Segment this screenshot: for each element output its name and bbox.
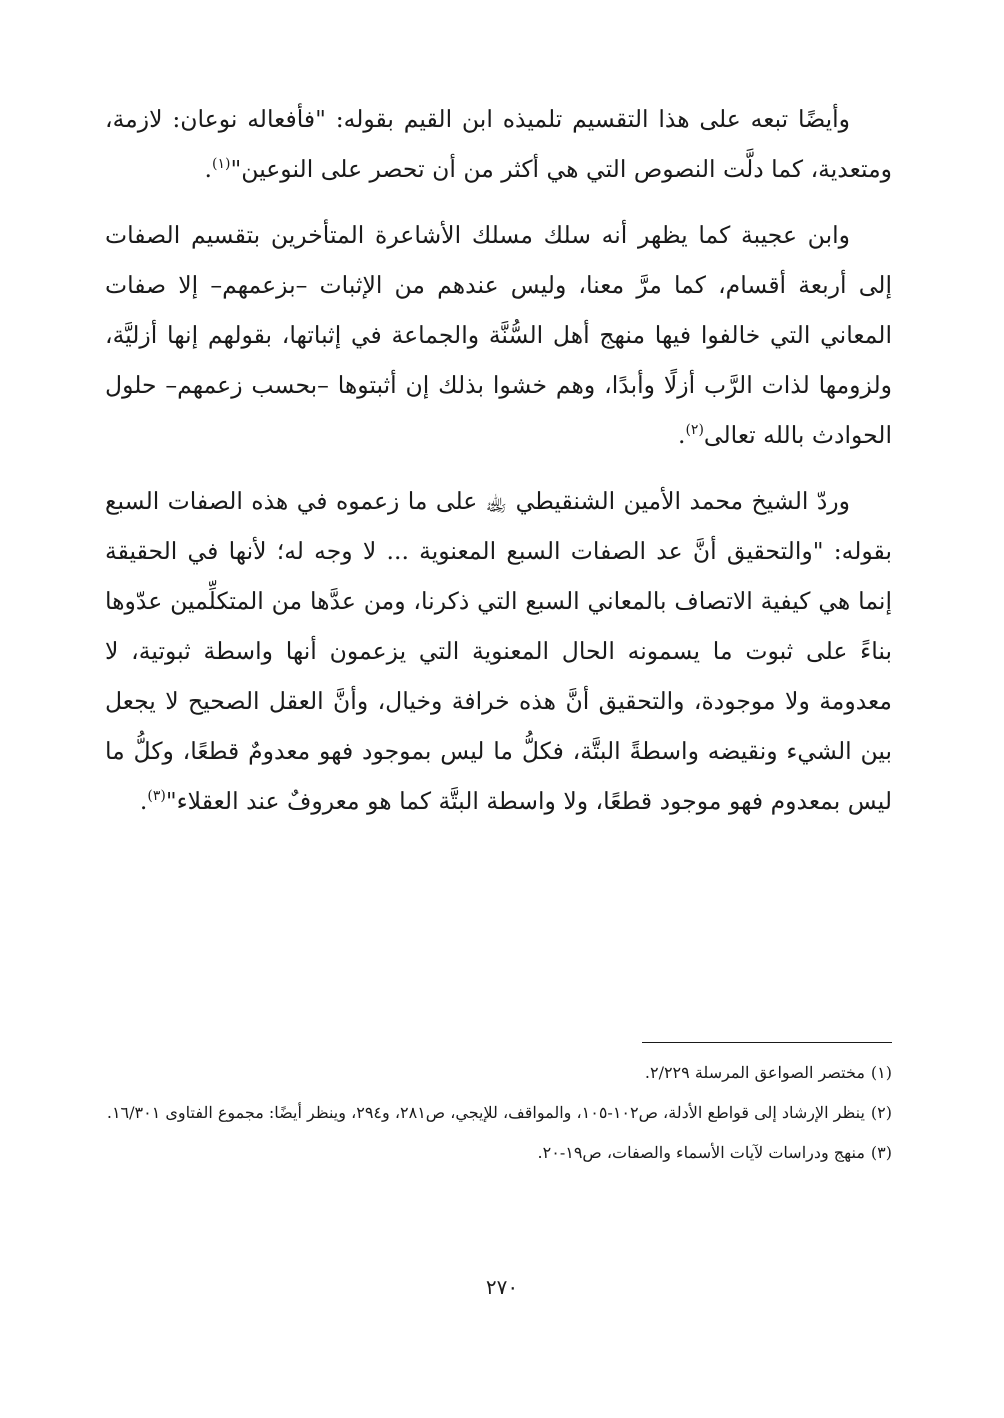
footnote-text: منهج ودراسات لآيات الأسماء والصفات، ص١٩-٢٠. — [537, 1143, 865, 1162]
footnote-number: (١) — [870, 1063, 892, 1082]
footnote-number: (٣) — [870, 1143, 892, 1162]
footnote-reference-1: (١) — [212, 156, 231, 173]
footnote-text: ينظر الإرشاد إلى قواطع الأدلة، ص١٠٢-١٠٥، والمواقف، للإيجي، ص٢٨١، و٢٩٤، وينظر أيضًا: مجموع الفتاوى ١٦/٣٠١. — [106, 1103, 865, 1122]
paragraph-end-punctuation: . — [677, 421, 686, 449]
paragraph-end-punctuation: . — [204, 155, 213, 183]
footnote-separator — [642, 1042, 892, 1043]
paragraph-text: وابن عجيبة كما يظهر أنه سلك مسلك الأشاعرة المتأخرين بتقسيم الصفات إلى أربعة أقسام، كما مرَّ معنا، وليس عندهم من الإثبات –بزعمهم– إلا صفات المعاني التي خالفوا فيها منهج أهل السُّنَّة والجماعة في إثباتها، بقولهم إنها أزليَّة، ولزومها لذات الرَّب أزلًا وأبدًا، وهم خشوا بذلك إن أثبتوها –بحسب زعمهم– حلول الحوادث بالله تعالى — [105, 221, 892, 449]
paragraph-text: وأيضًا تبعه على هذا التقسيم تلميذه ابن القيم بقوله: "فأفعاله نوعان: لازمة، ومتعدية، كما دلَّت النصوص التي هي أكثر من أن تحصر على النوعين" — [105, 105, 892, 183]
paragraph-3 — [105, 476, 892, 826]
paragraph-1 — [105, 94, 892, 194]
footnote-text: مختصر الصواعق المرسلة ٢/٢٢٩. — [644, 1063, 865, 1082]
footnote-reference-3: (٣) — [147, 788, 166, 805]
paragraph-end-punctuation: . — [139, 787, 148, 815]
paragraph-2 — [105, 210, 892, 460]
paragraph-text: وردّ الشيخ محمد الأمين الشنقيطي ﵀ على ما زعموه في هذه الصفات السبع بقوله: "والتحقيق أنَّ عد الصفات السبع المعنوية ... لا وجه له؛ لأنها في الحقيقة إنما هي كيفية الاتصاف بالمعاني السبع التي ذكرنا، ومن عدَّها من المتكلِّمين عدّوها بناءً على ثبوت ما يسمونه الحال المعنوية التي يزعمون أنها واسطة ثبوتية، لا معدومة ولا موجودة، والتحقيق أنَّ هذه خرافة وخيال، وأنَّ العقل الصحيح لا يجعل بين الشيء ونقيضه واسطةً البتَّة، فكلُّ ما ليس بموجود فهو معدومٌ قطعًا، وكلُّ ما ليس بمعدوم فهو موجود قطعًا، ولا واسطة البتَّة كما هو معروفٌ عند العقلاء" — [105, 487, 892, 815]
footnote-2 — [105, 1098, 892, 1128]
footnote-1 — [105, 1058, 892, 1088]
footnote-3 — [105, 1138, 892, 1168]
footnote-reference-2: (٢) — [685, 422, 704, 439]
main-text — [105, 94, 892, 842]
page-number: ٢٧٠ — [485, 1275, 519, 1299]
footnotes — [105, 1058, 892, 1178]
footnote-number: (٢) — [870, 1103, 892, 1122]
